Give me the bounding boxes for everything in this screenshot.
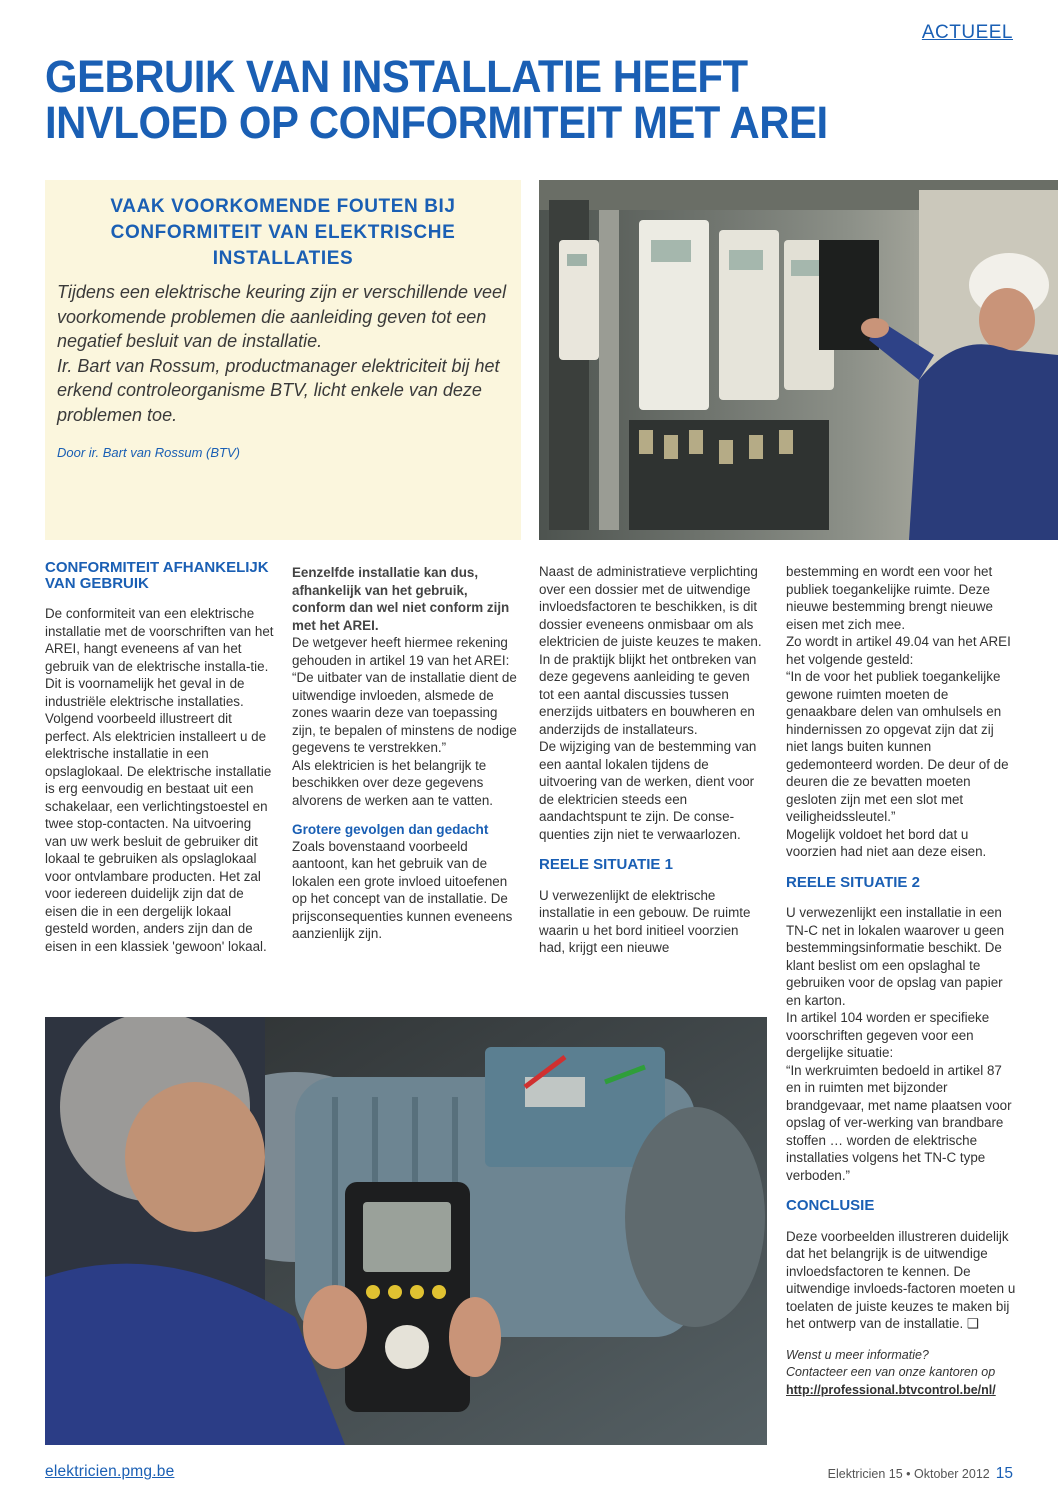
footer-site-link[interactable]: elektricien.pmg.be <box>45 1463 175 1480</box>
page-title <box>45 51 956 148</box>
body-paragraph: U verwezenlijkt een installatie in een TN-C net in lokalen waarover u geen bestemmingsinformatie beschikt. De klant beslist om een opslaghal te gebruiken voor de opslag van papier en karton. <box>786 905 1005 1008</box>
quote-art-104: “In werkruimten bedoeld in artikel 87 en in ruimten met bijzonder brandgevaar, met name plaatsen voor opslag of ver-werking van brandbare stoffen … worden de elektrische installaties volgens het TN-C type verboden.” <box>786 1062 1012 1183</box>
body-paragraph: De conformiteit van een elektrische installatie met de voorschriften van het AREI, hangt eveneens af van het gebruik van de elektrische installa-tie. Dit is voornamelijk het geval in de industriële elektrische installaties. Volgend voorbeeld illustreert dit perfect. Als elektricien installeert u de elektrische installatie in een opslaglokaal. De elektrische installatie is erg eenvoudig en bestaat uit een schakelaar, een verlichtingstoestel en twee stop-contacten. Na uitvoering van uw werk besluit de gebruiker dit lokaal te gebruiken als opslaglokaal voor ontvlambare producten. Het zal voor iedereen duidelijk zijn dat de eisen die in een dergelijk lokaal gesteld worden, anders zijn dan de eisen in een klassiek 'gewoon' lokaal. <box>45 606 274 954</box>
column-3 <box>539 563 764 957</box>
photo-motor-test <box>45 1017 767 1445</box>
body-paragraph: Mogelijk voldoet het bord dat u voorzien had niet aan deze eisen. <box>786 826 987 859</box>
section-tag: ACTUEEL <box>921 22 1013 43</box>
photo-switchboard <box>539 180 1058 540</box>
page-number: 15 <box>995 1465 1013 1482</box>
end-mark-icon: ❑ <box>966 1316 979 1331</box>
body-paragraph: De wijziging van de bestemming van een aantal lokalen tijdens de uitvoering van de werken, dient voor de elektricien steeds een aandachtspunt te zijn. De conse-quenties zijn niet te verwaarlozen. <box>539 739 757 842</box>
lead-bold-paragraph: Eenzelfde installatie kan dus, afhankelijk van het gebruik, conform dan wel niet conform zijn met het AREI. <box>292 565 510 633</box>
intro-lead-2: Ir. Bart van Rossum, productmanager elektriciteit bij het erkend controleorganisme BTV, licht enkele van deze problemen toe. <box>57 355 500 425</box>
body-paragraph: bestemming en wordt een voor het publiek toegankelijke ruimte. Deze nieuwe bestemming brengt nieuwe eisen met zich mee. <box>786 564 993 632</box>
intro-box <box>45 180 521 540</box>
body-paragraph: Zo wordt in artikel 49.04 van het AREI het volgende gesteld: <box>786 634 1011 667</box>
body-paragraph: De wetgever heeft hiermee rekening gehouden in artikel 19 van het AREI: <box>292 635 510 668</box>
body-paragraph: Als elektricien is het belangrijk te beschikken over deze gegevens alvorens de werken aan te vatten. <box>292 757 493 808</box>
body-paragraph: Zoals bovenstaand voorbeeld aantoont, kan het gebruik van de lokalen een grote invloed uitoefenen op het concept van de installatie. De prijsconsequenties kunnen eveneens aanzienlijk zijn. <box>292 838 513 941</box>
subheading-gevolgen: Grotere gevolgen dan gedacht <box>292 822 489 837</box>
conclusion-text: Deze voorbeelden illustreren duidelijk dat het belangrijk is de uitwendige invloedsfactoren te kennen. De uitwendige invloeds-factoren moeten u toelaten de juiste keuzes te maken bij het ontwerp van de installatie. <box>786 1228 1016 1331</box>
title-line-1: GEBRUIK VAN INSTALLATIE HEEFT <box>45 51 748 102</box>
intro-lead: Tijdens een elektrische keuring zijn er verschillende veel voorkomende problemen die aanleiding geven tot een negatief besluit van de installatie. <box>57 282 507 351</box>
byline: Door ir. Bart van Rossum (BTV) <box>57 445 241 460</box>
body-paragraph: In de praktijk blijkt het ontbreken van deze gegevens aanleiding te geven tot een aantal discussies tussen enerzijds uitbaters en bouwheren en anderzijds de installateurs. <box>539 651 757 737</box>
column-4 <box>786 563 1016 1399</box>
body-paragraph: In artikel 104 worden er specifieke voorschriften gegeven voor een dergelijke situatie: <box>786 1010 990 1060</box>
body-paragraph: Naast de administratieve verplichting over een dossier met de uitwendige invloedsfactoren te beschikken, is dit dossier eveneens onmisbaar om als elektricien de juiste keuzes te maken. <box>539 564 762 649</box>
issue-label: Elektricien 15 • Oktober 2012 <box>827 1467 990 1481</box>
info-link[interactable]: http://professional.btvcontrol.be/nl/ <box>786 1382 996 1397</box>
quote-art-19: “De uitbater van de installatie dient de uitwendige invloeden, alsmede de zones waarin deze van toepassing zijn, te bepalen of minstens de nodige gegevens te verstrekken.” <box>292 670 517 755</box>
column-1 <box>45 560 275 955</box>
intro-title: VAAK VOORKOMENDE FOUTEN BIJ CONFORMITEIT VAN ELEKTRISCHE INSTALLATIES <box>110 196 456 269</box>
body-paragraph: U verwezenlijkt de elektrische installatie in een gebouw. De ruimte waarin u het bord initieel voorzien had, krijgt een nieuwe <box>539 887 751 955</box>
footer-issue <box>828 1465 1013 1483</box>
heading-situatie-1: REELE SITUATIE 1 <box>539 856 673 873</box>
info-contact: Contacteer een van onze kantoren op <box>786 1364 996 1379</box>
heading-conformiteit: CONFORMITEIT AFHANKELIJK VAN GEBRUIK <box>45 559 269 592</box>
body-paragraph <box>786 1228 1016 1333</box>
info-question: Wenst u meer informatie? <box>786 1347 929 1362</box>
title-line-2: INVLOED OP CONFORMITEIT MET AREI <box>45 97 828 148</box>
heading-situatie-2: REELE SITUATIE 2 <box>786 873 920 891</box>
quote-art-49: “In de voor het publiek toegankelijke gewone ruimten moeten de genaakbare delen van omhulsels en hindernissen zo opgevat zijn dat zij niet langs buiten kunnen gedemonteerd worden. De deur of de deuren die ze bevatten moeten gesloten zijn met een slot met veiligheidssleutel.” <box>786 669 1009 824</box>
column-2 <box>292 564 522 943</box>
heading-conclusie: CONCLUSIE <box>786 1197 875 1214</box>
